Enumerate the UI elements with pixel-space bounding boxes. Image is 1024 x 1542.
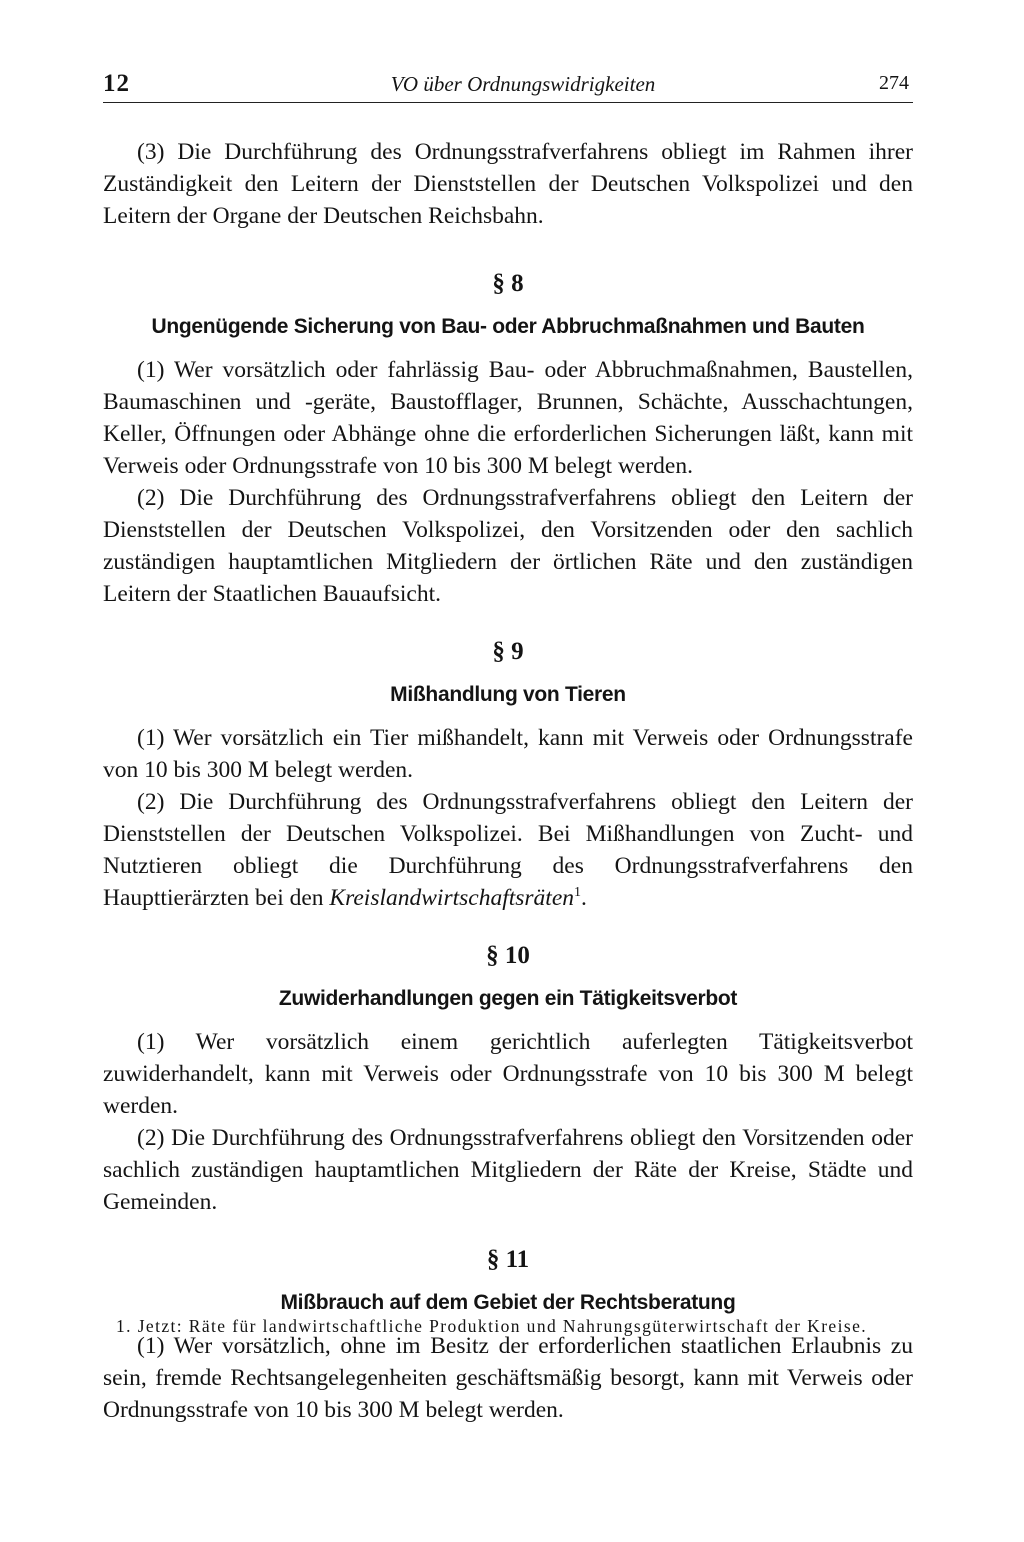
paragraph-end: . bbox=[581, 885, 587, 911]
section-title-9: Mißhandlung von Tieren bbox=[390, 683, 626, 706]
footnote: 1. Jetzt: Räte für landwirtschaftliche Produktion und Nahrungsgüterwirtschaft der Kreise. bbox=[116, 1316, 868, 1336]
page-number: 274 bbox=[879, 72, 909, 94]
section-sign-10: § 10 bbox=[486, 942, 530, 969]
paragraph-text: (2) Die Durchführung des Ordnungsstrafverfahrens obliegt den Leitern der Dienststellen der Deutschen Volkspolizei. Bei Mißhandlungen von Zucht- und Nutztieren obliegt die Durchführung des Ordnungsstrafverfahrens den Haupttierärzten bei den bbox=[103, 789, 913, 911]
footnote-ref: 1 bbox=[574, 885, 581, 901]
paragraph bbox=[103, 786, 913, 914]
section-title-11: Mißbrauch auf dem Gebiet der Rechtsberatung bbox=[280, 1291, 736, 1314]
section-title-10: Zuwiderhandlungen gegen ein Tätigkeitsverbot bbox=[278, 987, 738, 1010]
paragraph: (2) Die Durchführung des Ordnungsstrafverfahrens obliegt den Vorsitzenden oder sachlich zuständigen hauptamtlichen Mitgliedern der Räte der Kreise, Städte und Gemeinden. bbox=[103, 1125, 913, 1215]
section-title-8: Ungenügende Sicherung von Bau- oder Abbruchmaßnahmen und Bauten bbox=[151, 315, 865, 338]
section-sign-8: § 8 bbox=[492, 270, 524, 297]
running-title: VO über Ordnungswidrigkeiten bbox=[390, 72, 656, 96]
paragraph: (3) Die Durchführung des Ordnungsstrafverfahrens obliegt im Rahmen ihrer Zuständigkeit den Leitern der Dienststellen der Deutschen Volkspolizei und den Leitern der Organe der Deutschen Reichsbahn. bbox=[103, 139, 913, 229]
paragraph: (1) Wer vorsätzlich ein Tier mißhandelt, kann mit Verweis oder Ordnungsstrafe von 10 bis 300 M belegt werden. bbox=[103, 725, 913, 783]
paragraph: (2) Die Durchführung des Ordnungsstrafverfahrens obliegt den Leitern der Dienststellen der Deutschen Volkspolizei, den Vorsitzenden oder den sachlich zuständigen hauptamtlichen Mitgliedern der örtlichen Räte und den zuständigen Leitern der Staatlichen Bauaufsicht. bbox=[103, 485, 913, 607]
italic-term: Kreislandwirtschaftsräten bbox=[329, 885, 574, 911]
chapter-number: 12 bbox=[103, 70, 130, 97]
section-sign-9: § 9 bbox=[492, 638, 524, 665]
document-body bbox=[103, 136, 913, 1426]
running-head bbox=[103, 66, 913, 103]
paragraph: (1) Wer vorsätzlich oder fahrlässig Bau- oder Abbruchmaßnahmen, Baustellen, Baumaschinen und -geräte, Baustofflager, Brunnen, Schächte, Ausschachtungen, Keller, Öffnungen oder Abhänge ohne die erforderlichen Sicherungen läßt, kann mit Verweis oder Ordnungsstrafe von 10 bis 300 M belegt werden. bbox=[103, 357, 913, 479]
paragraph: (1) Wer vorsätzlich einem gerichtlich auferlegten Tätigkeitsverbot zuwiderhandelt, kann mit Verweis oder Ordnungsstrafe von 10 bis 300 M belegt werden. bbox=[103, 1029, 913, 1119]
paragraph: (1) Wer vorsätzlich, ohne im Besitz der erforderlichen staatlichen Erlaubnis zu sein, fremde Rechtsangelegenheiten geschäftsmäßig besorgt, kann mit Verweis oder Ordnungsstrafe von 10 bis 300 M belegt werden. bbox=[103, 1333, 913, 1423]
section-sign-11: § 11 bbox=[486, 1246, 530, 1273]
